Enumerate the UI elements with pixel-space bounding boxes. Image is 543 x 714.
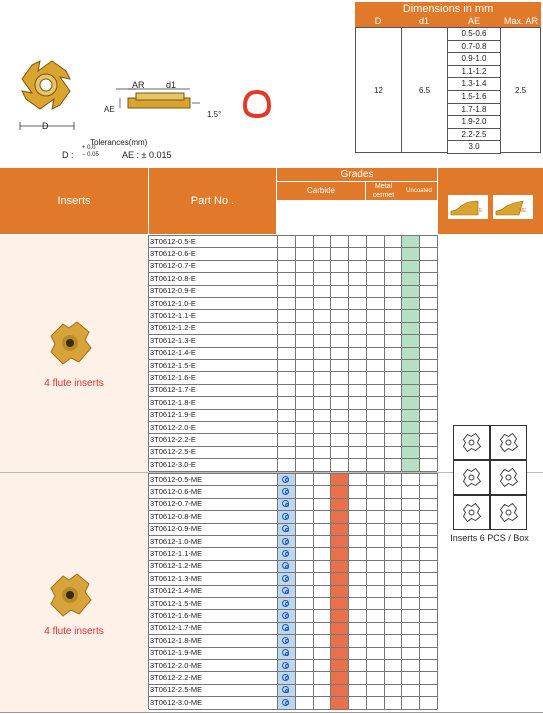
triangle-shape-icon — [242, 90, 272, 118]
part-number: 3T0612-1.3-E — [150, 335, 196, 345]
part-number: 3T0612-0.9-ME — [150, 524, 203, 534]
part-number: 3T0612-0.6-E — [150, 248, 196, 258]
column-divider — [330, 235, 331, 471]
grade-header-b100: B100 — [277, 207, 286, 227]
part-number: 3T0612-0.8-ME — [150, 511, 203, 521]
row-divider — [149, 709, 437, 710]
dim-ae-value: 1.5-1.6 — [447, 90, 501, 104]
part-number: 3T0612-2.2-ME — [150, 672, 203, 682]
boxed-insert-icon — [453, 460, 490, 495]
header-inserts: Inserts — [0, 168, 148, 234]
dim-value-d: 12 — [355, 27, 402, 153]
insert-photo-e — [45, 318, 95, 368]
availability-icon — [282, 525, 289, 532]
part-number: 3T0612-1.2-E — [150, 323, 196, 333]
part-number: 3T0612-2.5-ME — [150, 685, 203, 695]
part-number: 3T0612-1.0-ME — [150, 536, 203, 546]
boxed-insert-icon — [490, 460, 527, 495]
part-number: 3T0612-1.1-E — [150, 310, 196, 320]
part-number: 3T0612-0.5-E — [150, 236, 196, 246]
chipbreaker-e-label: E — [479, 208, 483, 214]
boxed-insert-icon — [490, 425, 527, 460]
part-number: 3T0612-3.0-ME — [150, 697, 203, 707]
column-divider — [277, 473, 278, 709]
part-number: 3T0612-2.0-E — [150, 422, 196, 432]
column-divider — [277, 235, 278, 471]
header-carbide: Carbide — [277, 182, 365, 200]
column-divider — [401, 235, 402, 471]
column-divider — [295, 235, 296, 471]
boxed-insert-icon — [453, 425, 490, 460]
row-divider — [149, 473, 437, 474]
part-number: 3T0612-1.6-E — [150, 372, 196, 382]
dim-ae-value: 3.0 — [447, 140, 501, 154]
availability-icon — [282, 699, 289, 706]
column-divider — [401, 473, 402, 709]
drawing-label-d: D — [42, 121, 49, 131]
dim-header-max-ar: Max. AR — [501, 16, 541, 27]
boxed-insert-icon — [490, 495, 527, 530]
grade-column-fill — [401, 235, 419, 471]
availability-icon — [282, 500, 289, 507]
group2-label: 4 flute inserts — [44, 626, 104, 637]
dim-header-d: D — [355, 16, 401, 27]
column-divider — [348, 473, 349, 709]
part-number: 3T0612-0.7-E — [150, 261, 196, 271]
part-number: 3T0612-1.5-E — [150, 360, 196, 370]
grade-header-k10: K10 — [401, 209, 410, 225]
part-number: 3T0612-1.4-ME — [150, 586, 203, 596]
availability-icon — [282, 649, 289, 656]
part-number: 3T0612-1.9-E — [150, 410, 196, 420]
grade-header-c250: C250 — [313, 207, 322, 227]
part-number: 3T0612-0.9-E — [150, 286, 196, 296]
part-number: 3T0612-1.7-ME — [150, 623, 203, 633]
column-divider — [384, 235, 385, 471]
row-divider — [149, 235, 437, 236]
dim-ae-value: 0.9-1.0 — [447, 52, 501, 66]
dimensions-title: Dimensions in mm — [355, 2, 541, 16]
availability-icon — [282, 476, 289, 483]
header-grades: Grades — [277, 168, 437, 181]
availability-icon — [282, 624, 289, 631]
column-divider — [313, 235, 314, 471]
dim-header-d1: d1 — [401, 16, 447, 27]
tolerances-title: Tolerances(mm) — [90, 138, 148, 147]
part-number: 3T0612-1.9-ME — [150, 648, 203, 658]
part-number: 3T0612-2.2-E — [150, 434, 196, 444]
insert-box-diagram — [453, 425, 527, 530]
column-divider — [366, 473, 367, 709]
grade-column-fill — [330, 473, 348, 709]
column-divider — [366, 235, 367, 471]
dim-ae-value: 1.3-1.4 — [447, 77, 501, 91]
dim-ae-value: 0.5-0.6 — [447, 27, 501, 41]
drawing-label-angle: 1.5° — [207, 110, 222, 119]
availability-icon — [282, 674, 289, 681]
chipbreaker-me-icon — [493, 195, 533, 219]
availability-icon — [282, 488, 289, 495]
dim-ae-value: 1.7-1.8 — [447, 103, 501, 117]
part-number: 3T0612-2.0-ME — [150, 660, 203, 670]
grade-header-ce: CE — [419, 211, 428, 223]
availability-icon — [282, 587, 289, 594]
part-number: 3T0612-1.3-ME — [150, 573, 203, 583]
availability-icon — [282, 662, 289, 669]
column-divider — [148, 473, 149, 709]
part-number: 3T0612-0.5-ME — [150, 474, 203, 484]
column-divider — [295, 473, 296, 709]
column-divider — [348, 235, 349, 471]
part-number: 3T0612-1.0-E — [150, 298, 196, 308]
part-number: 3T0612-2.5-E — [150, 447, 196, 457]
drawing-label-ar: AR — [132, 80, 145, 90]
availability-icon — [282, 538, 289, 545]
availability-icon — [282, 600, 289, 607]
tolerance-ae: AE : ± 0.015 — [122, 150, 172, 160]
part-number: 3T0612-1.7-E — [150, 385, 196, 395]
availability-icon — [282, 637, 289, 644]
part-number: 3T0612-1.4-E — [150, 348, 196, 358]
part-number: 3T0612-1.1-ME — [150, 548, 203, 558]
dim-ae-value: 1.1-1.2 — [447, 65, 501, 79]
column-divider — [313, 473, 314, 709]
part-number: 3T0612-1.5-ME — [150, 598, 203, 608]
grade-header-f30: F30 — [348, 210, 357, 224]
availability-icon — [282, 686, 289, 693]
dim-header-ae: AE — [447, 16, 501, 27]
box-label: Inserts 6 PCS / Box — [450, 533, 529, 543]
header-metal-cermet: Metal cermet — [366, 182, 401, 200]
part-number: 3T0612-0.7-ME — [150, 499, 203, 509]
column-divider — [330, 473, 331, 709]
availability-icon — [282, 612, 289, 619]
part-number: 3T0612-1.8-ME — [150, 635, 203, 645]
header-uncoated: Uncoated — [401, 182, 437, 200]
column-divider — [419, 235, 420, 471]
grade-header-f20: F20 — [330, 210, 339, 224]
dim-ae-value: 2.2-2.5 — [447, 128, 501, 142]
part-number: 3T0612-0.6-ME — [150, 486, 203, 496]
part-number: 3T0612-1.2-ME — [150, 561, 203, 571]
column-divider — [437, 473, 438, 709]
part-number: 3T0612-1.8-E — [150, 397, 196, 407]
part-number: 3T0612-1.6-ME — [150, 610, 203, 620]
chipbreaker-e-icon — [448, 195, 488, 219]
column-divider — [384, 473, 385, 709]
dim-value-d1: 6.5 — [401, 27, 448, 153]
boxed-insert-icon — [453, 495, 490, 530]
availability-icon — [282, 550, 289, 557]
column-divider — [148, 235, 149, 471]
column-divider — [437, 235, 438, 471]
part-number: 3T0612-3.0-E — [150, 459, 196, 469]
availability-icon — [282, 513, 289, 520]
availability-icon — [282, 562, 289, 569]
tolerance-d-values: + 0.0 − 0.05 — [82, 145, 99, 158]
table-bottom-border — [0, 712, 543, 713]
grade-header-ce25: CE25 — [366, 207, 375, 228]
drawing-label-ae: AE — [104, 105, 115, 114]
availability-icon — [282, 575, 289, 582]
dim-ae-value: 0.7-0.8 — [447, 40, 501, 54]
insert-photo-me — [45, 570, 95, 620]
insert-side-view-drawing — [100, 84, 210, 129]
dim-value-max-ar: 2.5 — [500, 27, 541, 153]
group1-label: 4 flute inserts — [44, 378, 104, 389]
grade-header-c200: C200 — [295, 207, 304, 227]
tolerance-d-label: D : — [62, 150, 74, 160]
header-part-no: Part No . — [149, 168, 276, 234]
part-number: 3T0612-0.8-E — [150, 273, 196, 283]
grade-header-ce60: CE60 — [384, 207, 393, 228]
chipbreaker-me-label: ME — [519, 208, 527, 214]
dim-ae-value: 1.9-2.0 — [447, 115, 501, 129]
column-divider — [419, 473, 420, 709]
drawing-label-d1: d1 — [166, 80, 177, 90]
